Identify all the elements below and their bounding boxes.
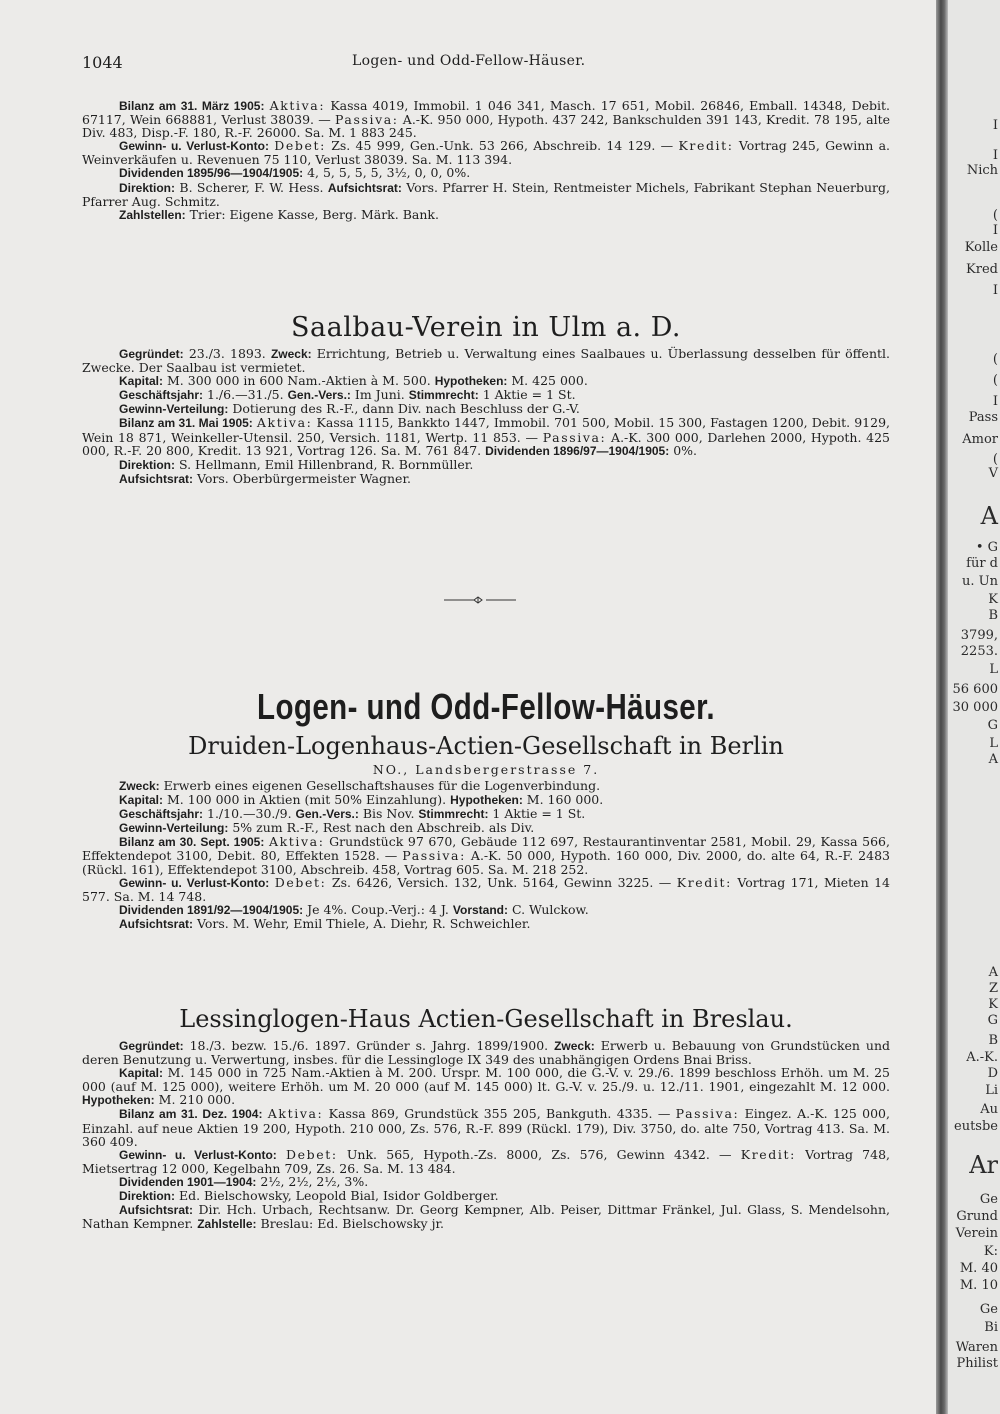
spaced-label: Kredit:: [678, 138, 734, 154]
entry-paragraph: [82, 166, 890, 180]
field-label: Vorstand:: [452, 902, 508, 917]
facing-page-fragment: (: [992, 208, 998, 223]
field-text: Kassa 1115, Bankkto 1447, Immobil. 701 500, Mobil. 15 300, Fastagen 1200, Debit. 9129, Wein 18 871, Weinkeller-Utensil. 250, Versich. 1181, Wertp. 11 853. —: [82, 415, 890, 445]
field-label: Stimmrecht:: [418, 807, 489, 822]
field-text: 1./10.—30./9.: [203, 806, 296, 822]
facing-page-fragment: (: [992, 452, 998, 467]
entry-paragraph: [82, 821, 890, 835]
entry-paragraph: [82, 388, 890, 402]
entry-paragraph: [82, 472, 890, 486]
page-number: 1044: [82, 53, 123, 72]
field-label: Kapital:: [119, 1066, 164, 1081]
field-text: Zs. 45 999, Gen.-Unk. 53 266, Abschreib. 14 129. —: [325, 138, 679, 154]
facing-page-fragment: D: [987, 1066, 998, 1081]
facing-page-fragment: (: [992, 373, 998, 388]
field-label: Stimmrecht:: [408, 388, 479, 403]
entry-paragraph: [82, 1039, 890, 1066]
field-text: M. 425 000.: [507, 373, 588, 389]
field-text: C. Wulckow.: [508, 901, 589, 917]
facing-page-edge: [948, 0, 1000, 1414]
entry-paragraph: [82, 416, 890, 457]
facing-page-fragment: I: [992, 394, 998, 409]
facing-page-fragment: Pass: [968, 410, 998, 425]
entry-body: [82, 347, 890, 486]
field-label: Gewinn-Verteilung:: [119, 402, 229, 417]
entry-paragraph: [82, 1203, 890, 1231]
entry-paragraph: [82, 876, 890, 903]
field-text: 2½, 2½, 2½, 3%.: [256, 1173, 369, 1189]
spaced-label: Passiva:: [402, 848, 466, 864]
facing-page-fragment: A: [980, 502, 998, 530]
facing-page-fragment: Kred: [966, 262, 998, 277]
field-text: Trier: Eigene Kasse, Berg. Märk. Bank.: [185, 206, 439, 222]
field-text: Kassa 4019, Immobil. 1 046 341, Masch. 17 651, Mobil. 26846, Emball. 14348, Debit. 67117, Wein 668881, Verlust 38039. —: [82, 98, 890, 128]
facing-page-fragment: M. 40: [959, 1261, 998, 1276]
field-text: [277, 1147, 286, 1162]
field-text: Errichtung, Betrieb u. Verwaltung eines Saalbaues u. Überlassung desselben für öffentl. Zwecke. Der Saalbau ist vermietet.: [82, 346, 890, 376]
entry-paragraph: [82, 779, 890, 793]
field-text: 23./3. 1893.: [183, 346, 271, 361]
facing-page-fragment: K:: [983, 1244, 998, 1259]
running-head: Logen- und Odd-Fellow-Häuser.: [352, 53, 586, 69]
facing-page-fragment: M. 10: [959, 1278, 998, 1293]
field-label: Geschäftsjahr:: [119, 388, 204, 403]
entry-body: [82, 1039, 890, 1231]
field-label: Direktion:: [119, 457, 176, 472]
field-label: Direktion:: [119, 180, 176, 195]
entry-paragraph: [82, 1107, 890, 1147]
book-gutter: [936, 0, 948, 1414]
facing-page-fragment: 30 000: [952, 700, 998, 715]
field-text: M. 145 000 in 725 Nam.-Aktien à M. 200. Urspr. M. 100 000, die G.-V. v. 29./6. 1899 beschloss Erhöh. um M. 25 000 (auf M. 125 000), weitere Erhöh. um M. 20 000 (auf M. 145 000) lt. G.-V. v. 25./9. u. 12./11. 1901, eingezahlt M. 12 000.: [82, 1065, 890, 1095]
field-text: 1 Aktie = 1 St.: [488, 806, 586, 822]
facing-page-fragment: 2253.: [960, 644, 998, 659]
facing-page-fragment: Philist: [956, 1356, 998, 1371]
field-text: 1./6.—31./5.: [203, 387, 288, 403]
field-text: 1 Aktie = 1 St.: [478, 387, 576, 403]
facing-page-fragment: V: [988, 466, 998, 481]
field-label: Bilanz am 31. Mai 1905:: [119, 416, 253, 431]
ornament-divider: [440, 595, 520, 605]
company-title: Lessinglogen-Haus Actien-Gesellschaft in Breslau.: [179, 1005, 793, 1033]
field-label: Geschäftsjahr:: [119, 807, 204, 822]
facing-page-fragment: B: [988, 1033, 998, 1048]
facing-page-fragment: K: [988, 592, 998, 607]
entry-druiden-logenhaus-berlin: [82, 732, 890, 931]
facing-page-fragment: L: [989, 736, 998, 751]
field-label: Gewinn- u. Verlust-Konto:: [119, 1147, 277, 1162]
field-label: Dividenden 1891/92—1904/1905:: [119, 902, 304, 917]
field-text: 4, 5, 5, 5, 5, 3½, 0, 0, 0%.: [303, 165, 471, 181]
field-label: Gegründet:: [119, 347, 184, 361]
facing-page-fragment: Nich: [966, 163, 998, 178]
entry-paragraph: [82, 835, 890, 875]
entry-paragraph: [82, 807, 890, 821]
field-text: Grundstück 97 670, Gebäude 112 697, Restaurantinventar 2581, Mobil. 29, Kassa 566, Effektendepot 3100, Debit. 80, Effekten 1528. —: [82, 834, 890, 864]
field-text: A.-K. 50 000, Hypoth. 160 000, Div. 2000, do. alte 64, R.-F. 2483 (Rückl. 161), Effektendepot 3100, Abschreib. 458, Vortrag 605. Sa. M. 218 252.: [82, 848, 890, 877]
entry-paragraph: [82, 458, 890, 472]
field-text: 18./3. bezw. 15./6. 1897. Gründer s. Jahrg. 1899/1900.: [183, 1038, 555, 1053]
field-label: Zweck:: [554, 1039, 595, 1053]
field-text: B. Scherer, F. W. Hess.: [175, 179, 328, 195]
facing-page-fragment: • G: [975, 540, 998, 555]
field-label: Gewinn- u. Verlust-Konto:: [119, 139, 269, 154]
field-label: Zweck:: [119, 779, 160, 793]
field-text: Je 4%. Coup.-Verj.: 4 J.: [303, 901, 453, 917]
field-text: Dir. Hch. Urbach, Rechtsanw. Dr. Georg Kempner, Alb. Peiser, Dittmar Fränkel, Jul. Glass, S. Mendelsohn, Nathan Kempner.: [82, 1202, 890, 1232]
spaced-label: Passiva:: [542, 429, 607, 445]
facing-page-fragment: A.-K.: [966, 1050, 998, 1065]
field-label: Aufsichtsrat:: [119, 916, 194, 931]
facing-page-fragment: B: [988, 608, 998, 623]
field-text: Unk. 565, Hypoth.-Zs. 8000, Zs. 576, Gewinn 4342. —: [337, 1146, 741, 1162]
section-title: Logen- und Odd-Fellow-Häuser.: [257, 686, 715, 727]
field-text: M. 210 000.: [154, 1092, 236, 1108]
spaced-label: Aktiva:: [256, 415, 313, 431]
facing-page-fragment: Z: [988, 981, 998, 996]
field-text: S. Hellmann, Emil Hillenbrand, R. Bornmüller.: [175, 456, 474, 472]
entry-paragraph: [82, 1148, 890, 1175]
facing-page-fragment: eutsbe: [954, 1119, 998, 1134]
field-text: M. 160 000.: [522, 792, 604, 808]
field-label: Dividenden 1896/97—1904/1905:: [485, 443, 670, 458]
facing-page-fragment: 3799,: [960, 628, 998, 643]
entry-paragraph: [82, 374, 890, 388]
spaced-label: Kredit:: [740, 1146, 796, 1162]
facing-page-fragment: Li: [985, 1083, 998, 1098]
field-label: Zahlstelle:: [197, 1217, 257, 1232]
page-header: [82, 53, 930, 73]
field-text: Vortrag 245, Gewinn a. Weinverkäufen u. Revenuen 75 110, Verlust 38039. Sa. M. 113 394.: [82, 138, 891, 168]
facing-page-fragment: Waren: [955, 1340, 998, 1355]
field-text: Erwerb eines eigenen Gesellschaftshauses für die Logenverbindung.: [159, 778, 601, 793]
field-label: Kapital:: [119, 793, 164, 808]
field-text: Vors. M. Wehr, Emil Thiele, A. Diehr, R. Schweichler.: [193, 915, 531, 931]
facing-page-fragment: Kolle: [964, 240, 998, 255]
facing-page-fragment: Amor: [962, 432, 998, 447]
field-label: Aufsichtsrat:: [119, 471, 194, 486]
field-label: Aufsichtsrat:: [327, 180, 402, 195]
field-label: Gewinn- u. Verlust-Konto:: [119, 875, 270, 890]
facing-page-fragment: I: [992, 148, 998, 163]
spaced-label: Debet:: [274, 138, 326, 154]
field-label: Zweck:: [270, 347, 312, 361]
field-label: Hypotheken:: [82, 1093, 155, 1108]
facing-page-fragment: G: [987, 718, 998, 733]
facing-page-fragment: I: [992, 118, 998, 133]
entry-paragraph: [82, 208, 890, 222]
entry-paragraph: [82, 793, 890, 807]
facing-page-fragment: (: [992, 352, 998, 367]
spaced-label: Passiva:: [334, 112, 399, 128]
facing-page-fragment: Ge: [979, 1192, 998, 1207]
field-text: A.-K. 300 000, Darlehen 2000, Hypoth. 425 000, R.-F. 20 800, Kredit. 13 921, Vortrag 126. Sa. M. 761 847.: [82, 429, 890, 458]
entry-paragraph: [82, 99, 890, 139]
entry-saalbau-verein-ulm: [82, 312, 890, 486]
facing-page-fragment: für d: [966, 556, 998, 571]
entry-body: [82, 779, 890, 931]
field-label: Bilanz am 30. Sept. 1905:: [119, 835, 265, 850]
field-label: Zahlstellen:: [119, 207, 186, 222]
field-label: Direktion:: [119, 1189, 176, 1204]
spaced-label: Debet:: [274, 874, 327, 890]
entry-paragraph: [82, 181, 890, 208]
field-label: Kapital:: [119, 374, 164, 389]
field-label: Dividenden 1895/96—1904/1905:: [119, 166, 304, 181]
facing-page-fragment: Grund: [956, 1209, 998, 1224]
facing-page-fragment: Ar: [969, 1151, 998, 1179]
facing-page-fragment: A: [988, 965, 998, 980]
facing-page-fragment: I: [992, 223, 998, 238]
field-text: M. 100 000 in Aktien (mit 50% Einzahlung).: [163, 792, 451, 808]
field-label: Gen.-Vers.:: [287, 388, 351, 403]
entry-paragraph: [82, 1066, 890, 1107]
facing-page-fragment: L: [989, 662, 998, 677]
spaced-label: Passiva:: [675, 1106, 740, 1122]
field-text: Breslau: Ed. Bielschowsky jr.: [256, 1216, 445, 1232]
entry-lessinglogen-haus-breslau: [82, 1005, 890, 1231]
facing-page-fragment: A: [988, 752, 998, 767]
field-text: 5% zum R.-F., Rest nach den Abschreib. als Div.: [228, 820, 535, 836]
company-title: Saalbau-Verein in Ulm a. D.: [291, 312, 681, 343]
facing-page-fragment: G: [987, 1013, 998, 1028]
field-text: Ed. Bielschowsky, Leopold Bial, Isidor Goldberger.: [175, 1188, 499, 1204]
field-text: Erwerb u. Bebauung von Grundstücken und deren Benutzung u. Verwertung, insbes. für die Lessingloge IX 349 des unabhängigen Ordens Bnai Briss.: [82, 1038, 891, 1068]
field-text: 0%.: [669, 442, 697, 458]
field-text: A.-K. 950 000, Hypoth. 437 242, Bankschulden 391 143, Kredit. 78 195, alte Div. 483, Disp.-F. 180, R.-F. 26000. Sa. M. 1 883 245.: [82, 112, 890, 141]
entry-continuation: [82, 99, 890, 222]
field-text: Vors. Oberbürgermeister Wagner.: [193, 470, 412, 486]
field-text: M. 300 000 in 600 Nam.-Aktien à M. 500.: [163, 373, 435, 389]
entry-paragraph: [82, 347, 890, 374]
field-label: Aufsichtsrat:: [119, 1203, 194, 1218]
field-text: Vortrag 171, Mieten 14 577. Sa. M. 14 748.: [82, 874, 890, 904]
facing-page-fragment: Ge: [979, 1302, 998, 1317]
field-label: Hypotheken:: [434, 374, 508, 389]
field-label: Bilanz am 31. März 1905:: [119, 99, 265, 113]
company-address: NO., Landsbergerstrasse 7.: [372, 762, 600, 777]
entry-paragraph: [82, 402, 890, 416]
field-label: Gewinn-Verteilung:: [119, 821, 229, 836]
field-text: Bis Nov.: [358, 806, 419, 822]
facing-page-fragment: Au: [980, 1102, 998, 1117]
field-text: Vors. Pfarrer H. Stein, Rentmeister Michels, Fabrikant Stephan Neuerburg, Pfarrer Aug. Schmitz.: [82, 179, 890, 209]
spaced-label: Aktiva:: [267, 1106, 324, 1122]
field-text: Im Juni.: [350, 387, 409, 403]
field-label: Gen.-Vers.:: [295, 807, 359, 822]
facing-page-fragment: u. Un: [962, 574, 998, 589]
field-text: Dotierung des R.-F., dann Div. nach Beschluss der G.-V.: [228, 401, 580, 417]
field-text: Vortrag 748, Mietsertrag 12 000, Kegelbahn 709, Zs. 26. Sa. M. 13 484.: [82, 1146, 890, 1176]
spaced-label: Kredit:: [676, 874, 732, 890]
spaced-label: Debet:: [286, 1146, 338, 1162]
entry-paragraph: [82, 917, 890, 931]
spaced-label: Aktiva:: [268, 834, 325, 850]
facing-page-fragment: Bi: [984, 1320, 998, 1335]
field-label: Bilanz am 31. Dez. 1904:: [119, 1107, 263, 1122]
entry-paragraph: [82, 1175, 890, 1189]
field-text: Zs. 6426, Versich. 132, Unk. 5164, Gewinn 3225. —: [326, 874, 677, 890]
field-label: Dividenden 1901—1904:: [119, 1174, 257, 1189]
facing-page-fragment: I: [992, 283, 998, 298]
entry-paragraph: [82, 903, 890, 917]
field-label: Hypotheken:: [450, 793, 523, 808]
spaced-label: Aktiva:: [269, 98, 326, 113]
entry-paragraph: [82, 1189, 890, 1203]
company-title: Druiden-Logenhaus-Actien-Gesellschaft in Berlin: [188, 732, 784, 760]
field-text: Eingez. A.-K. 125 000, Einzahl. auf neue Aktien 19 200, Hypoth. 210 000, Zs. 576, R.-F. 899 (Rückl. 179), Div. 3750, do. alte 750, Vortrag 413. Sa. M. 360 409.: [82, 1106, 890, 1149]
facing-page-fragment: K: [988, 997, 998, 1012]
field-text: Kassa 869, Grundstück 355 205, Bankguth. 4335. —: [323, 1106, 676, 1122]
entry-paragraph: [82, 139, 890, 166]
facing-page-fragment: 56 600: [952, 682, 998, 697]
field-label: Gegründet:: [119, 1039, 184, 1053]
entry-body: [82, 99, 890, 222]
facing-page-fragment: Verein: [955, 1226, 998, 1241]
